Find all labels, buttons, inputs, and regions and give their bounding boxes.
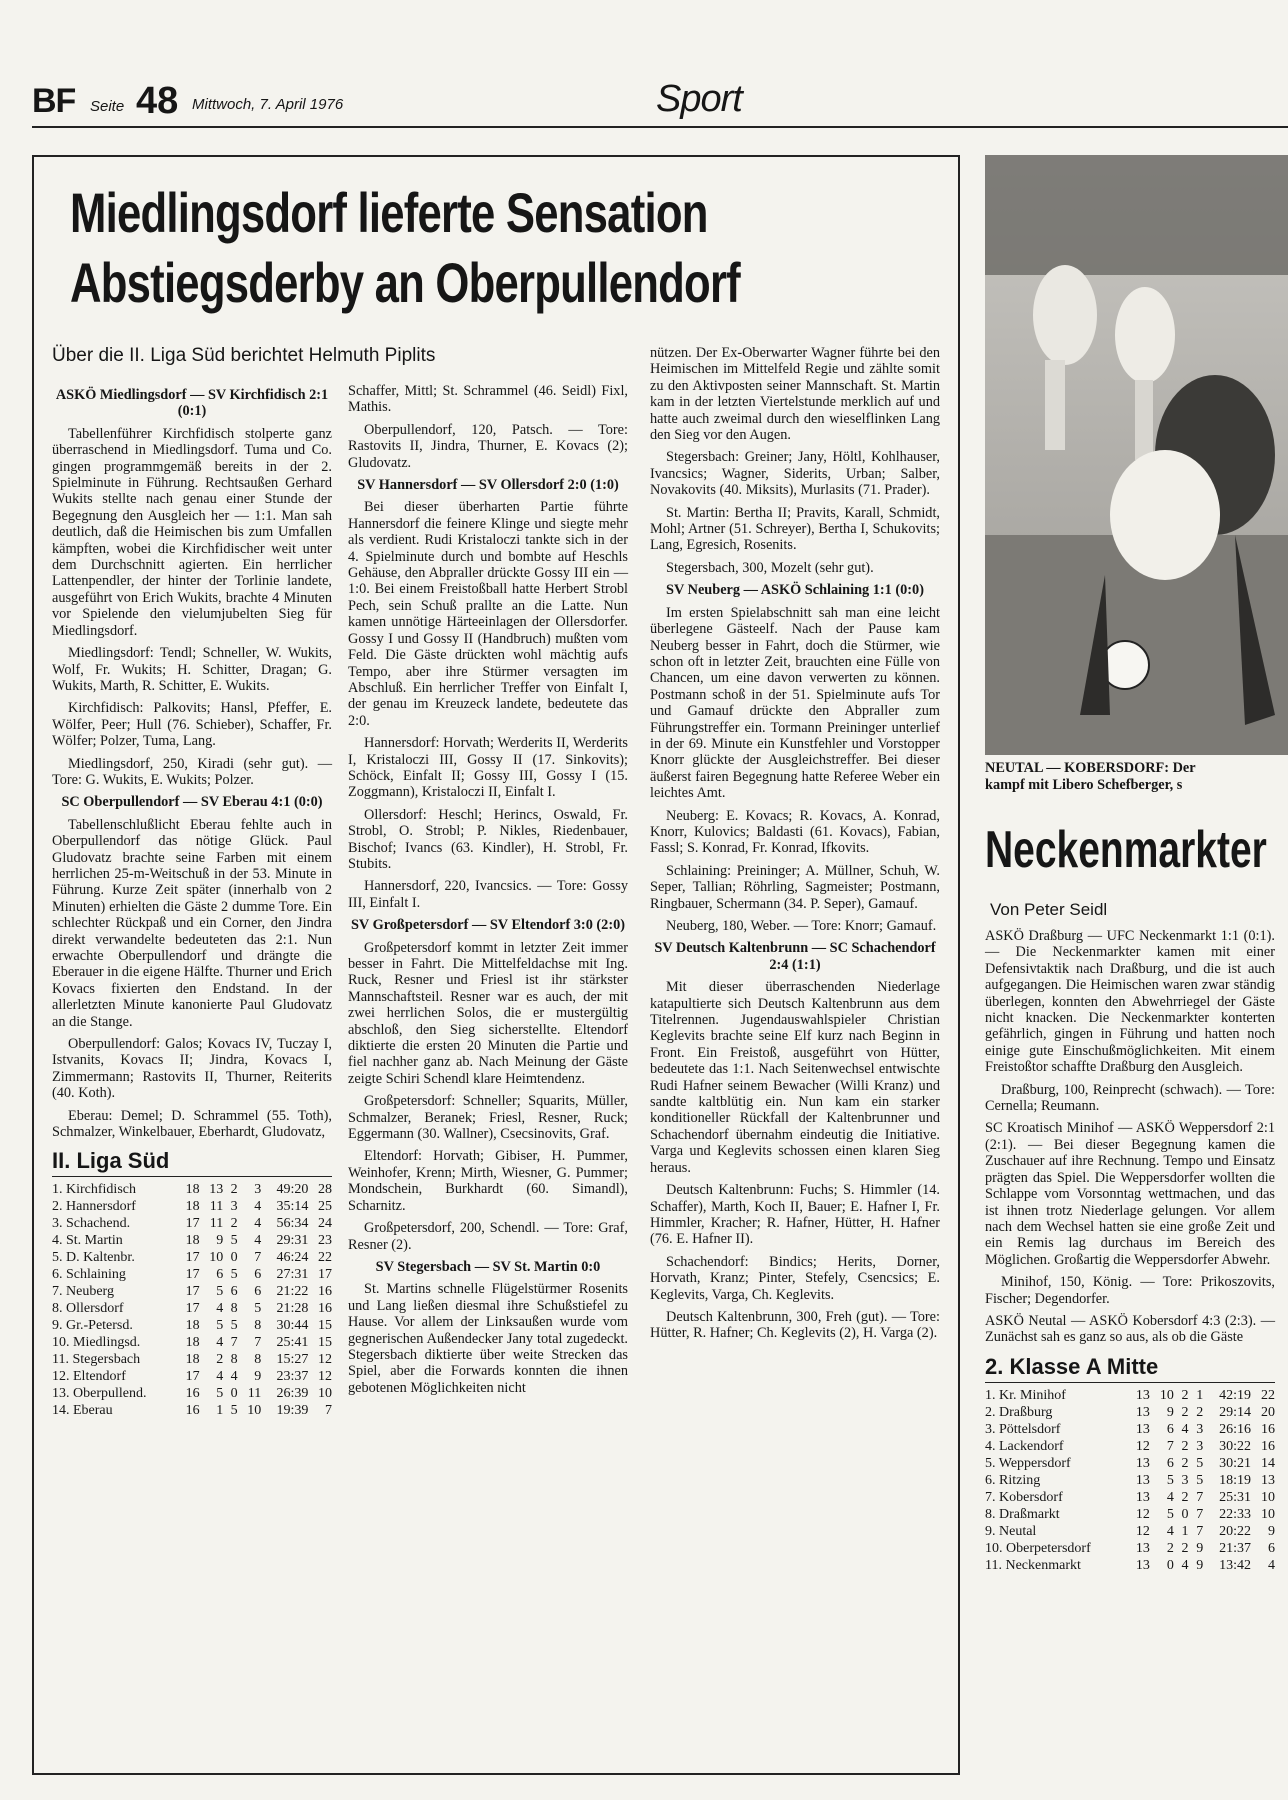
article-column-3 <box>650 345 940 1348</box>
stat-cell: 5 <box>230 1233 238 1249</box>
table-row <box>52 1181 332 1198</box>
match-info: Großpetersdorf, 200, Schendl. — Tore: Graf, Resner (2). <box>348 1220 628 1253</box>
team-name: 4. Lackendorf <box>985 1438 1064 1454</box>
stat-cell: 7 <box>325 1403 332 1419</box>
stat-cell: 18 <box>185 1352 200 1368</box>
stat-cell: 16 <box>185 1403 200 1419</box>
stat-cell: 1 <box>1181 1523 1189 1539</box>
match-info: Neuberg, 180, Weber. — Tore: Knorr; Gamauf. <box>666 918 937 934</box>
team-name: 11. Neckenmarkt <box>985 1557 1081 1573</box>
stat-cell: 0 <box>1166 1557 1174 1573</box>
team-name: 12. Eltendorf <box>52 1369 126 1385</box>
stat-cell: 7 <box>1196 1506 1204 1522</box>
lineup: Kirchfidisch: Palkovits; Hansl, Pfeffer, E. Wölfer, Peer; Hull (76. Schieber), Schaffer, Fr. Wölfer; Polzer, Tuma, Lang. <box>52 700 332 750</box>
team-name: 8. Ollersdorf <box>52 1301 124 1317</box>
stat-cell: 1 <box>216 1403 224 1419</box>
team-name: 14. Eberau <box>52 1403 113 1419</box>
stat-cell: 12 <box>318 1369 332 1385</box>
paragraph: Großpetersdorf kommt in letzter Zeit immer besser in Fahrt. Die Mittelfeldachse mit Ing. Ruck, Resner und Friesl ist ihr stärkster Mannschaftsteil. Resner war es auch, der mit zwei herrlichen Solos, die er mustergültig abschloß, den Sieg sicherstellte. Eltendorf diktierte die ersten 20 Minuten die Partie und fiel nachher ganz ab. Nach Meinung der Gäste zeigte Schiri Schendl klare Heimtendenz. <box>348 939 628 1087</box>
stat-cell: 4 <box>254 1233 262 1249</box>
stat-cell: 5 <box>230 1267 238 1283</box>
stat-cell: 7 <box>254 1335 262 1351</box>
stat-cell: 6 <box>1268 1540 1275 1556</box>
stat-cell: 4 <box>254 1199 262 1215</box>
team-name: 11. Stegersbach <box>52 1352 141 1368</box>
stat-cell: 12 <box>318 1352 332 1368</box>
lineup: Ollersdorf: Heschl; Herincs, Oswald, Fr. Strobl, O. Strobl; P. Nikles, Riedenbauer, Bischof; Ivancs (63. Kindler), H. Strobl, Fr. Stubits. <box>348 806 628 872</box>
table-row <box>985 1421 1275 1438</box>
stat-cell: 5 <box>216 1284 224 1300</box>
match-heading: ASKÖ Miedlingsdorf — SV Kirchfidisch 2:1 (0:1) <box>55 387 329 420</box>
lineup: Eltendorf: Horvath; Gibiser, H. Pummer, Weinhofer, Krenn; Mirth, Wiesner, G. Pummer; Mondschein, Burkhardt (60. Simandl), Scharnitz. <box>348 1148 628 1214</box>
team-name: 1. Kr. Minihof <box>985 1387 1066 1403</box>
stat-cell: 22 <box>318 1250 332 1266</box>
team-name: 1. Kirchfidisch <box>52 1182 136 1198</box>
stat-cell: 12 <box>1135 1506 1150 1522</box>
stat-cell: 19:39 <box>276 1403 309 1419</box>
table-row <box>52 1215 332 1232</box>
stat-cell: 9 <box>1268 1523 1275 1539</box>
team-name: 6. Schlaining <box>52 1267 126 1283</box>
stat-cell: 20:22 <box>1219 1523 1251 1539</box>
stat-cell: 2 <box>216 1352 224 1368</box>
stat-cell: 17 <box>185 1301 200 1317</box>
lineup: St. Martin: Bertha II; Pravits, Karall, Schmidt, Mohl; Artner (51. Schreyer), Bertha I, Schukovits; Lang, Egresich, Rosenits. <box>650 504 940 554</box>
stat-cell: 6 <box>1166 1455 1174 1471</box>
stat-cell: 5 <box>230 1318 238 1334</box>
stat-cell: 7 <box>1196 1489 1204 1505</box>
football-photo-graphic <box>985 155 1288 755</box>
stat-cell: 14 <box>1261 1455 1275 1471</box>
match-heading: SV Stegersbach — SV St. Martin 0:0 <box>375 1258 601 1275</box>
team-name: 10. Miedlingsd. <box>52 1335 141 1351</box>
stat-cell: 2 <box>1181 1540 1189 1556</box>
team-name: 7. Neuberg <box>52 1284 114 1300</box>
stat-cell: 4 <box>1166 1489 1174 1505</box>
stat-cell: 18 <box>185 1199 200 1215</box>
table-row <box>52 1351 332 1368</box>
table-row <box>52 1385 332 1402</box>
lineup: Stegersbach: Greiner; Jany, Höltl, Kohlhauser, Ivancsics; Wagner, Siderits, Urban; Salber, Novakovits (40. Miksits), Murlasits (71. Prader). <box>650 449 940 499</box>
stat-cell: 9 <box>1196 1540 1204 1556</box>
stat-cell: 0 <box>230 1250 238 1266</box>
stat-cell: 8 <box>254 1318 262 1334</box>
lineup: Schlaining: Preininger; A. Müllner, Schuh, W. Seper, Tallian; Röhrling, Sagmeister; Postmann, Ringbauer, Schermann (34. P. Seper), Gamauf. <box>650 862 940 912</box>
table-row <box>52 1334 332 1351</box>
stat-cell: 13 <box>1135 1557 1150 1573</box>
stat-cell: 17 <box>318 1267 332 1283</box>
stat-cell: 26:16 <box>1219 1421 1251 1437</box>
stat-cell: 10 <box>247 1403 262 1419</box>
team-name: 4. St. Martin <box>52 1233 123 1249</box>
stat-cell: 2 <box>1166 1540 1174 1556</box>
stat-cell: 17 <box>185 1267 200 1283</box>
stat-cell: 18 <box>185 1318 200 1334</box>
stat-cell: 25 <box>318 1199 332 1215</box>
stat-cell: 13 <box>1135 1404 1150 1420</box>
paragraph: ASKÖ Neutal — ASKÖ Kobersdorf 4:3 (2:3). — Zunächst sah es ganz so aus, als ob die Gäste <box>985 1312 1275 1346</box>
article-column-2 <box>348 383 628 1402</box>
stat-cell: 13:42 <box>1219 1557 1251 1573</box>
stat-cell: 22 <box>1261 1387 1275 1403</box>
stat-cell: 15 <box>318 1318 332 1334</box>
lineup: Eberau: Demel; D. Schrammel (55. Toth), Schmalzer, Winkelbauer, Eberhardt, Gludovatz, <box>52 1107 332 1141</box>
stat-cell: 2 <box>230 1182 238 1198</box>
table-row <box>52 1198 332 1215</box>
stat-cell: 8 <box>254 1352 262 1368</box>
team-name: 13. Oberpullend. <box>52 1386 147 1402</box>
stat-cell: 0 <box>230 1386 238 1402</box>
stat-cell: 9 <box>216 1233 224 1249</box>
paragraph: Tabellenschlußlicht Eberau fehlte auch in Oberpullendorf das nötige Glück. Paul Gludovatz brachte seine Farben mit einem herrlichen 25-m-Weitschuß in der 53. Minute in Führung. Kurze Zeit später (innerhalb von 2 Minuten) erhielten die Gäste 2 dumme Tore. Ein schlechter Rückpaß und ein Corner, den Jindra direkt verwandelte bedeuteten das 2:1. Nun erwachte Oberpullendorf und drängte die Eberauer in die eigene Hälfte. Thurner und Erich Kovacs fixierten den Endstand. In der allerletzten Minute kanonierte Paul Gludovatz an die Stange. <box>52 816 332 1030</box>
stat-cell: 2 <box>1181 1438 1189 1454</box>
lineup: Hannersdorf: Horvath; Werderits II, Werderits I, Kristaloczi III, Gossy II (17. Sinkovits); Schöck, Einfalt II; Gossy III, Gossy I (15. Zoggmann), Kristaloczi II, Einfalt I. <box>348 735 628 801</box>
table-row <box>52 1317 332 1334</box>
stat-cell: 9 <box>254 1369 262 1385</box>
table-row <box>52 1249 332 1266</box>
lineup: Großpetersdorf: Schneller; Squarits, Müller, Schmalzer, Beranek; Friesl, Resner, Ruck; Eggermann (30. Wallner), Csecsinovits, Graf. <box>348 1093 628 1143</box>
stat-cell: 0 <box>1181 1506 1189 1522</box>
stat-cell: 5 <box>216 1386 224 1402</box>
table-row <box>985 1455 1275 1472</box>
byline: Über die II. Liga Süd berichtet Helmuth Piplits <box>52 345 436 366</box>
team-name: 9. Gr.-Petersd. <box>52 1318 133 1334</box>
stat-cell: 21:22 <box>276 1284 309 1300</box>
lineup: Oberpullendorf: Galos; Kovacs IV, Tuczay I, Istvanits, Kovacs II; Jindra, Kovacs I, Zimmermann; Rastovits II, Thurner, Reiterits (40. Koth). <box>52 1036 332 1102</box>
stat-cell: 16 <box>318 1301 332 1317</box>
match-heading: SV Deutsch Kaltenbrunn — SC Schachendorf 2:4 (1:1) <box>654 940 936 973</box>
stat-cell: 30:21 <box>1219 1455 1251 1471</box>
lineup: Schachendorf: Bindics; Herits, Dorner, Horvath, Kranz; Pinter, Stefely, Csencsics; E. Keglevits, Varga, Ch. Keglevits. <box>650 1253 940 1303</box>
table-row <box>985 1438 1275 1455</box>
team-name: 7. Kobersdorf <box>985 1489 1063 1505</box>
stat-cell: 2 <box>1181 1455 1189 1471</box>
match-info: Stegersbach, 300, Mozelt (sehr gut). <box>666 559 874 576</box>
match-info: Miedlingsdorf, 250, Kiradi (sehr gut). — Tore: G. Wukits, E. Wukits; Polzer. <box>52 755 332 788</box>
stat-cell: 18:19 <box>1219 1472 1251 1488</box>
paragraph: Tabellenführer Kirchfidisch stolperte ganz überraschend in Miedlingsdorf. Tuma und Co. gingen programmgemäß bereits in der 2. Spielminute in Führung. Rechtsaußen Gerhard Wukits stellte nach genau einer Stunde der Begegnung den Ausgleich her — 1:1. Man sah deutlich, daß die Heimischen bis zum Umfallen kämpften, wobei die Kirchfidischer weit unter dem Durchschnitt agierten. Ein herrlicher Lattenpendler, der hinter der Torlinie landete, ausgeführt von Erich Wukits, brachte 4 Minuten vor Spielende den vielumjubelten Sieg für Miedlingsdorf. <box>52 425 332 639</box>
stat-cell: 2 <box>1181 1404 1189 1420</box>
stat-cell: 5 <box>254 1301 262 1317</box>
stat-cell: 15 <box>318 1335 332 1351</box>
team-name: 5. D. Kaltenbr. <box>52 1250 135 1266</box>
stat-cell: 4 <box>1268 1557 1275 1573</box>
match-info: Minihof, 150, König. — Tore: Prikoszovits, Fischer; Degendorfer. <box>985 1274 1275 1307</box>
photo-caption <box>985 760 1285 794</box>
table-row <box>985 1540 1275 1557</box>
match-photo <box>985 155 1288 755</box>
league-table <box>985 1387 1275 1574</box>
page-label: Seite <box>90 98 125 115</box>
match-heading: SV Neuberg — ASKÖ Schlaining 1:1 (0:0) <box>666 582 924 599</box>
stat-cell: 2 <box>1181 1387 1189 1403</box>
match-info: Draßburg, 100, Reinprecht (schwach). — Tore: Cernella; Reumann. <box>985 1081 1275 1115</box>
table-row <box>985 1489 1275 1506</box>
stat-cell: 10 <box>209 1250 224 1266</box>
stat-cell: 4 <box>1181 1557 1189 1573</box>
stat-cell: 9 <box>1196 1557 1204 1573</box>
stat-cell: 12 <box>1135 1438 1150 1454</box>
paragraph: SC Kroatisch Minihof — ASKÖ Weppersdorf 2:1 (2:1). — Bei dieser Begegnung kamen die Zuschauer auf ihre Rechnung. Tempo und Einsatz prägten das Spiel. Die Weppersdorfer wollten die Schlappe vom Vorsonntag wettmachen, und das ist ihnen trotz Niederlage gelungen. Vor allem nach dem Wechsel hatten sie eine große Zeit und ein Remis lag durchaus im Bereich des Möglichen. Großartig die Weppersdorfer Abwehr. <box>985 1120 1275 1268</box>
stat-cell: 42:19 <box>1219 1387 1251 1403</box>
side-byline: Von Peter Seidl <box>990 900 1108 919</box>
stat-cell: 10 <box>318 1386 332 1402</box>
table-row <box>52 1368 332 1385</box>
stat-cell: 4 <box>216 1369 224 1385</box>
stat-cell: 4 <box>1166 1523 1174 1539</box>
table-row <box>52 1266 332 1283</box>
match-heading: SC Oberpullendorf — SV Eberau 4:1 (0:0) <box>61 794 323 811</box>
stat-cell: 18 <box>185 1335 200 1351</box>
stat-cell: 7 <box>230 1335 238 1351</box>
stat-cell: 2 <box>1181 1489 1189 1505</box>
stat-cell: 30:44 <box>276 1318 309 1334</box>
stat-cell: 13 <box>1135 1387 1150 1403</box>
match-info: Hannersdorf, 220, Ivancsics. — Tore: Gossy III, Einfalt I. <box>348 878 628 911</box>
stat-cell: 8 <box>230 1352 238 1368</box>
stat-cell: 23:37 <box>276 1369 309 1385</box>
stat-cell: 13 <box>209 1182 224 1198</box>
stat-cell: 35:14 <box>276 1199 309 1215</box>
stat-cell: 5 <box>1166 1472 1174 1488</box>
team-name: 10. Oberpetersdorf <box>985 1540 1091 1556</box>
stat-cell: 25:41 <box>276 1335 309 1351</box>
lineup: Deutsch Kaltenbrunn: Fuchs; S. Himmler (14. Schaffer), Marth, Koch II, Bauer; E. Hafner I, Fr. Himmler, Kracher; R. Hafner, Hütter, H. Hafner (76. E. Hafner II). <box>650 1182 940 1248</box>
stat-cell: 6 <box>216 1267 224 1283</box>
table-title: II. Liga Süd <box>52 1148 332 1177</box>
table-row <box>52 1232 332 1249</box>
team-name: 3. Schachend. <box>52 1216 131 1232</box>
table-row <box>52 1283 332 1300</box>
stat-cell: 5 <box>1196 1455 1204 1471</box>
stat-cell: 7 <box>1196 1523 1204 1539</box>
table-title: 2. Klasse A Mitte <box>985 1354 1275 1383</box>
table-row <box>985 1404 1275 1421</box>
lineup: Miedlingsdorf: Tendl; Schneller, W. Wukits, Wolf, Fr. Wukits; H. Schitter, Dragan; G. Wukits, Marth, R. Schitter, E. Wukits. <box>52 645 332 694</box>
stat-cell: 18 <box>185 1233 200 1249</box>
stat-cell: 10 <box>1159 1387 1174 1403</box>
stat-cell: 21:28 <box>276 1301 309 1317</box>
stat-cell: 17 <box>185 1369 200 1385</box>
stat-cell: 13 <box>1135 1421 1150 1437</box>
stat-cell: 26:39 <box>276 1386 309 1402</box>
stat-cell: 11 <box>247 1386 262 1402</box>
stat-cell: 22:33 <box>1219 1506 1251 1522</box>
stat-cell: 49:20 <box>276 1182 309 1198</box>
article-column-1 <box>52 383 332 1419</box>
stat-cell: 3 <box>1196 1438 1204 1454</box>
stat-cell: 3 <box>254 1182 262 1198</box>
table-row <box>985 1523 1275 1540</box>
team-name: 5. Weppersdorf <box>985 1455 1071 1471</box>
stat-cell: 10 <box>1261 1489 1275 1505</box>
stat-cell: 6 <box>254 1267 262 1283</box>
stat-cell: 30:22 <box>1219 1438 1251 1454</box>
paragraph: ASKÖ Draßburg — UFC Neckenmarkt 1:1 (0:1). — Die Neckenmarkter kamen mit einer Defensivtaktik nach Draßburg, und die ist auch aufgegangen. Die Heimischen waren zwar ständig überlegen, konnten den Abwehrriegel der Gäste nicht knacken. Die Neckenmarkter konterten gefährlich, gingen in Führung und hatten noch einige gute Einschußmöglichkeiten. Mit einem Freistoßtor schaffte Draßburg den Ausgleich. <box>985 928 1275 1076</box>
stat-cell: 56:34 <box>276 1216 309 1232</box>
stat-cell: 3 <box>230 1199 238 1215</box>
paragraph: nützen. Der Ex-Oberwarter Wagner führte bei den Heimischen im Mittelfeld Regie und zählte somit zu den Aktivposten seiner Mannschaft. St. Martin kam in der letzten Viertelstunde merklich auf und hatte auch zweimal durch den wieselflinken Lang den Sieg vor den Augen. <box>650 345 940 444</box>
stat-cell: 17 <box>185 1216 200 1232</box>
caption-line-1: NEUTAL — KOBERSDORF: Der <box>985 760 1196 776</box>
stat-cell: 3 <box>1181 1472 1189 1488</box>
paragraph: St. Martins schnelle Flügelstürmer Rosenits und Lang ließen diesmal ihre Schußstiefel zu Hause. Vor allem der Linksaußen wurde vom gegnerischen Außendecker Jany total zugedeckt. Stegersbach diktierte über weite Strecken das Spiel, aber die Forwards konnten die ihnen gebotenen Möglichkeiten nicht <box>348 1281 628 1396</box>
paragraph: Im ersten Spielabschnitt sah man eine leicht überlegene Gästeelf. Nach der Pause kam Neuberg besser in Fahrt, doch die Stürmer, wie schon oft in letzter Zeit, brauchten eine Fülle von Chancen, um eine davon verwerten zu können. Postmann schoß in der 51. Spielminute aufs Tor und Gamauf drückte den Abpraller zum Führungstreffer ein. Tormann Preininger unterlief in der 69. Minute ein Kunstfehler und Vorstopper Knorr glückte der Ausgleichstreffer. Bei dieser äußerst fairen Begegnung hatte Referee Weber ein leichtes Amt. <box>650 604 940 802</box>
lineup: Neuberg: E. Kovacs; R. Kovacs, A. Konrad, Knorr, Kulovics; Baldasti (61. Kovacs), Fabian, Fassl; S. Konrad, Fr. Konrad, Ifkovits. <box>650 807 940 857</box>
stat-cell: 4 <box>1181 1421 1189 1437</box>
stat-cell: 13 <box>1135 1540 1150 1556</box>
stat-cell: 17 <box>185 1284 200 1300</box>
stat-cell: 23 <box>318 1233 332 1249</box>
stat-cell: 10 <box>1261 1506 1275 1522</box>
stat-cell: 12 <box>1135 1523 1150 1539</box>
page-header <box>32 78 1288 128</box>
stat-cell: 5 <box>1196 1472 1204 1488</box>
table-row <box>985 1387 1275 1404</box>
team-name: 3. Pöttelsdorf <box>985 1421 1061 1437</box>
stat-cell: 6 <box>1166 1421 1174 1437</box>
stat-cell: 13 <box>1261 1472 1275 1488</box>
stat-cell: 8 <box>230 1301 238 1317</box>
stat-cell: 5 <box>1166 1506 1174 1522</box>
stat-cell: 29:14 <box>1219 1404 1251 1420</box>
stat-cell: 5 <box>230 1403 238 1419</box>
stat-cell: 7 <box>1166 1438 1174 1454</box>
stat-cell: 16 <box>1261 1421 1275 1437</box>
paragraph: Mit dieser überraschenden Niederlage katapultierte sich Deutsch Kaltenbrunn aus dem Titelrennen. Jugendauswahlspieler Christian Keglevits brachte seine Elf kurz nach Beginn in Front. Ein Freistoß, ausgeführt von Hütter, bedeutete das 1:1. Nach Seitenwechsel entwischte Rudi Hafner seinem Bewacher (Willi Kranz) und sandte kaltblütig ein. Nun kam ein starker konditioneller Rückfall der Kaltenbrunner und Schachendorf übernahm eindeutig die Initiative. Varga und Keglevits schossen einen klaren Sieg heraus. <box>650 979 940 1176</box>
stat-cell: 4 <box>216 1301 224 1317</box>
team-name: 2. Hannersdorf <box>52 1199 136 1215</box>
match-heading: SV Großpetersdorf — SV Eltendorf 3:0 (2:0) <box>350 917 625 934</box>
paragraph: Bei dieser überharten Partie führte Hannersdorf die feinere Klinge und siegte mehr als verdient. Rudi Kristaloczi tankte sich in der 4. Spielminute durch und bombte auf Heschls Gehäuse, den Abpraller drückte Gossy III ein — 1:0. Bei einem Freistoßball hatte Herbert Strobl Pech, sein Schuß prallte an die Latte. Nun kamen unnötige Härteeinlagen der Ollersdorfer. Gossy I und Gossy II (Handbruch) mußten vom Feld. Die Gäste drückten wohl mächtig aufs Tempo, aber ihre Stürmer versagten im Abschluß. Ein herrlicher Treffer von Einfalt I, der genau im Kreuzeck landete, bedeutete das 2:0. <box>348 499 628 729</box>
side-headline: Neckenmarkter <box>985 821 1267 879</box>
stat-cell: 2 <box>1196 1404 1204 1420</box>
stat-cell: 29:31 <box>276 1233 309 1249</box>
stat-cell: 4 <box>216 1335 224 1351</box>
headline-line-1: Miedlingsdorf lieferte Sensation <box>70 181 708 244</box>
headline-line-2: Abstiegsderby an Oberpullendorf <box>70 251 740 314</box>
stat-cell: 7 <box>254 1250 262 1266</box>
table-row <box>985 1506 1275 1523</box>
stat-cell: 13 <box>1135 1489 1150 1505</box>
stat-cell: 18 <box>185 1182 200 1198</box>
team-name: 8. Draßmarkt <box>985 1506 1060 1522</box>
stat-cell: 3 <box>1196 1421 1204 1437</box>
stat-cell: 16 <box>1261 1438 1275 1454</box>
stat-cell: 17 <box>185 1250 200 1266</box>
stat-cell: 11 <box>209 1199 224 1215</box>
table-row <box>52 1402 332 1419</box>
league-table <box>52 1181 332 1419</box>
stat-cell: 24 <box>318 1216 332 1232</box>
stat-cell: 46:24 <box>276 1250 309 1266</box>
stat-cell: 16 <box>185 1386 200 1402</box>
stat-cell: 6 <box>230 1284 238 1300</box>
stat-cell: 9 <box>1166 1404 1174 1420</box>
stat-cell: 15:27 <box>276 1352 309 1368</box>
match-info: Oberpullendorf, 120, Patsch. — Tore: Rastovits II, Jindra, Thurner, E. Kovacs (2); Gludovatz. <box>348 421 628 471</box>
stat-cell: 21:37 <box>1219 1540 1251 1556</box>
stat-cell: 1 <box>1196 1387 1204 1403</box>
table-row <box>52 1300 332 1317</box>
stat-cell: 6 <box>254 1284 262 1300</box>
stat-cell: 4 <box>230 1369 238 1385</box>
stat-cell: 4 <box>254 1216 262 1232</box>
section-title: Sport <box>656 78 742 120</box>
stat-cell: 20 <box>1261 1404 1275 1420</box>
stat-cell: 27:31 <box>276 1267 309 1283</box>
caption-line-2: kampf mit Libero Schefberger, s <box>985 777 1183 793</box>
stat-cell: 2 <box>230 1216 238 1232</box>
side-column <box>985 928 1275 1574</box>
stat-cell: 5 <box>216 1318 224 1334</box>
stat-cell: 13 <box>1135 1472 1150 1488</box>
stat-cell: 28 <box>318 1182 332 1198</box>
stat-cell: 16 <box>318 1284 332 1300</box>
page-number: 48 <box>136 80 179 122</box>
lineup: Schaffer, Mittl; St. Schrammel (46. Seidl) Fixl, Mathis. <box>348 383 628 416</box>
stat-cell: 13 <box>1135 1455 1150 1471</box>
team-name: 6. Ritzing <box>985 1472 1041 1488</box>
newspaper-logo: BF <box>32 82 76 120</box>
team-name: 9. Neutal <box>985 1523 1037 1539</box>
team-name: 2. Draßburg <box>985 1404 1053 1420</box>
match-info: Deutsch Kaltenbrunn, 300, Freh (gut). — Tore: Hütter, R. Hafner; Ch. Keglevits (2), H. Varga (2). <box>650 1308 940 1342</box>
match-heading: SV Hannersdorf — SV Ollersdorf 2:0 (1:0) <box>357 477 619 494</box>
table-row <box>985 1557 1275 1574</box>
stat-cell: 11 <box>209 1216 224 1232</box>
stat-cell: 25:31 <box>1219 1489 1251 1505</box>
table-row <box>985 1472 1275 1489</box>
issue-date: Mittwoch, 7. April 1976 <box>192 96 344 113</box>
